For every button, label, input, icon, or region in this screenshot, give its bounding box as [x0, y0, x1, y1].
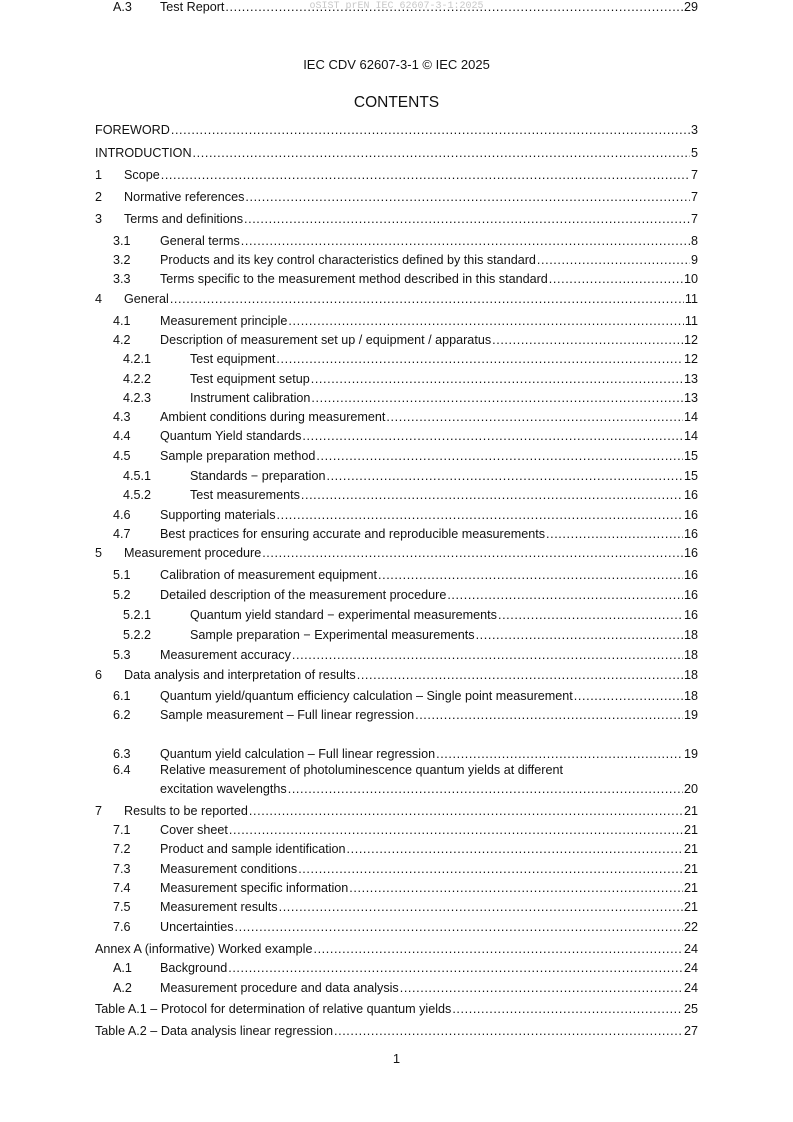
toc-entry-number: 5.3 [113, 648, 131, 662]
toc-entry-page: 21 [683, 823, 698, 837]
toc-entry-number: 5.2 [113, 588, 131, 602]
dot-leader [245, 190, 690, 205]
toc-entry-number: 3.2 [113, 253, 131, 267]
toc-entry[interactable] [95, 881, 698, 896]
toc-entry[interactable] [95, 292, 698, 307]
toc-entry-page: 16 [683, 588, 698, 602]
toc-entry-page: 13 [683, 391, 698, 405]
dot-leader [277, 508, 683, 523]
dot-leader [316, 449, 683, 464]
toc-entry-title: General terms [160, 234, 240, 248]
dot-leader [378, 568, 683, 583]
toc-entry-title: Measurement procedure [124, 546, 262, 560]
toc-entry-page: 18 [683, 628, 698, 642]
toc-entry-number: 7.4 [113, 881, 131, 895]
toc-entry-title: INTRODUCTION [95, 146, 192, 160]
toc-entry-number: 7.3 [113, 862, 131, 876]
dot-leader [229, 823, 683, 838]
toc-entry-title: Calibration of measurement equipment [160, 568, 378, 582]
dot-leader [313, 942, 683, 957]
dot-leader [276, 352, 683, 367]
dot-leader [349, 881, 683, 896]
page-number: 1 [392, 1051, 401, 1066]
toc-entry-number: 4.2.3 [123, 391, 152, 405]
toc-entry-page: 16 [683, 508, 698, 522]
dot-leader [447, 588, 683, 603]
toc-entry-title: Standards − preparation [190, 469, 326, 483]
toc-entry-number: 5.2.2 [123, 628, 152, 642]
toc-entry-number: A.2 [113, 981, 132, 995]
toc-entry[interactable] [95, 804, 698, 819]
toc-entry-page: 13 [683, 372, 698, 386]
dot-leader [574, 689, 683, 704]
dot-leader [311, 372, 683, 387]
toc-entry[interactable] [95, 168, 698, 183]
dot-leader [244, 212, 690, 227]
toc-entry[interactable] [95, 823, 698, 838]
toc-entry-page: 18 [683, 689, 698, 703]
dot-leader [546, 527, 683, 542]
toc-entry-page: 21 [683, 842, 698, 856]
toc-entry-number: 6.3 [113, 747, 131, 761]
toc-entry-title: Data analysis and interpretation of results [124, 668, 356, 682]
toc-entry-title: Supporting materials [160, 508, 276, 522]
toc-entry[interactable] [95, 981, 698, 996]
toc-entry-page: 3 [690, 123, 698, 137]
toc-entry-number: 4 [95, 292, 103, 306]
toc-entry-page: 27 [683, 1024, 698, 1038]
dot-leader [288, 314, 684, 329]
toc-entry-number: 6.4 [113, 763, 131, 777]
toc-entry-title: Product and sample identification [160, 842, 346, 856]
dot-leader [334, 1024, 683, 1039]
toc-entry-number: 6.2 [113, 708, 131, 722]
toc-entry-page: 22 [683, 920, 698, 934]
dot-leader [161, 168, 690, 183]
toc-entry[interactable] [95, 747, 698, 762]
dot-leader [549, 272, 683, 287]
toc-entry-title: Quantum yield calculation – Full linear regression [160, 747, 436, 761]
toc-entry-title: Test Report [160, 0, 225, 14]
toc-entry-page: 11 [684, 314, 698, 328]
toc-entry[interactable] [95, 648, 698, 663]
dot-leader [498, 608, 683, 623]
toc-entry-page: 10 [683, 272, 698, 286]
toc-entry-title: Sample measurement – Full linear regression [160, 708, 415, 722]
toc-entry-number: 6.1 [113, 689, 131, 703]
toc-entry-number: 4.1 [113, 314, 131, 328]
toc-entry-page: 12 [683, 333, 698, 347]
toc-entry-title: Measurement conditions [160, 862, 298, 876]
toc-entry[interactable] [95, 314, 698, 329]
toc-entry[interactable] [95, 961, 698, 976]
toc-entry[interactable] [95, 862, 698, 877]
dot-leader [298, 862, 683, 877]
toc-entry-title: Test equipment setup [190, 372, 310, 386]
toc-entry-title: Measurement accuracy [160, 648, 291, 662]
toc-entry-title: Table A.1 – Protocol for determination of relative quantum yields [95, 1002, 452, 1016]
toc-entry-page: 9 [690, 253, 698, 267]
dot-leader [225, 0, 683, 15]
toc-entry-page: 21 [683, 862, 698, 876]
toc-entry-page: 24 [683, 942, 698, 956]
toc-entry-number: 7.6 [113, 920, 131, 934]
toc-entry-title: Measurement specific information [160, 881, 349, 895]
toc-entry-page: 5 [690, 146, 698, 160]
toc-entry-page: 18 [683, 648, 698, 662]
toc-entry[interactable] [95, 708, 698, 723]
toc-entry-page: 11 [684, 292, 698, 306]
toc-entry[interactable] [95, 842, 698, 857]
toc-entry-title: Sample preparation − Experimental measurements [190, 628, 475, 642]
dot-leader [292, 648, 683, 663]
toc-entry[interactable] [95, 123, 698, 138]
toc-entry-number: 4.5.1 [123, 469, 152, 483]
dot-leader [288, 782, 683, 797]
toc-entry[interactable] [95, 488, 698, 503]
dot-leader [228, 961, 683, 976]
toc-entry-title: Quantum yield/quantum efficiency calculation – Single point measurement [160, 689, 573, 703]
toc-entry-title: Instrument calibration [190, 391, 311, 405]
toc-entry-number: 1 [95, 168, 103, 182]
toc-entry-page: 16 [683, 568, 698, 582]
toc-entry-page: 7 [690, 212, 698, 226]
toc-entry-title: Scope [124, 168, 160, 182]
toc-entry-number: 4.2 [113, 333, 131, 347]
toc-entry-number: 4.7 [113, 527, 131, 541]
dot-leader [301, 488, 683, 503]
toc-entry-title: Quantum yield standard − experimental measurements [190, 608, 497, 622]
dot-leader [302, 429, 683, 444]
dot-leader [436, 747, 683, 762]
toc-entry-title: excitation wavelengths [160, 782, 287, 796]
toc-entry-number: 3 [95, 212, 103, 226]
toc-entry-number: 5 [95, 546, 103, 560]
toc-entry[interactable] [95, 1002, 698, 1017]
toc-entry-title-line1: Relative measurement of photoluminescence quantum yields at different [160, 763, 563, 777]
toc-entry[interactable] [95, 527, 698, 542]
toc-entry-page: 21 [683, 900, 698, 914]
toc-entry-page: 24 [683, 981, 698, 995]
dot-leader [386, 410, 683, 425]
toc-entry-number: 5.1 [113, 568, 131, 582]
toc-entry-title: FOREWORD [95, 123, 170, 137]
toc-entry-page: 15 [683, 469, 698, 483]
toc-entry[interactable] [95, 942, 698, 957]
dot-leader [476, 628, 683, 643]
toc-entry-title: Measurement results [160, 900, 278, 914]
toc-entry-title: Background [160, 961, 228, 975]
toc-entry-number: 4.2.1 [123, 352, 152, 366]
dot-leader [452, 1002, 683, 1017]
toc-entry[interactable] [95, 900, 698, 915]
toc-entry-number: 7.1 [113, 823, 131, 837]
toc-entry[interactable] [95, 234, 698, 249]
toc-entry-page: 8 [690, 234, 698, 248]
toc-entry-title: Normative references [124, 190, 245, 204]
toc-entry-title: Uncertainties [160, 920, 234, 934]
toc-entry-page: 21 [683, 804, 698, 818]
toc-entry[interactable] [95, 190, 698, 205]
toc-entry-page: 19 [683, 708, 698, 722]
toc-entry[interactable] [95, 212, 698, 227]
toc-entry-page: 16 [683, 527, 698, 541]
toc-entry-number: 6 [95, 668, 103, 682]
toc-entry[interactable] [95, 333, 698, 348]
toc-entry[interactable] [95, 410, 698, 425]
toc-entry-number: 2 [95, 190, 103, 204]
dot-leader [492, 333, 683, 348]
toc-entry-page: 14 [683, 410, 698, 424]
toc-entry-number: 4.6 [113, 508, 131, 522]
toc-entry[interactable] [95, 0, 698, 15]
document-header: IEC CDV 62607-3-1 © IEC 2025 [303, 57, 490, 72]
toc-entry-title: Terms and definitions [124, 212, 244, 226]
toc-entry-title: Terms specific to the measurement method described in this standard [160, 272, 548, 286]
toc-entry-title: Cover sheet [160, 823, 228, 837]
toc-entry-number: A.3 [113, 0, 132, 14]
dot-leader [249, 804, 683, 819]
dot-leader [262, 546, 683, 561]
toc-entry[interactable] [95, 588, 698, 603]
toc-entry[interactable] [95, 782, 698, 797]
toc-entry-page: 16 [683, 608, 698, 622]
toc-entry-number: 3.1 [113, 234, 131, 248]
toc-entry-page: 21 [683, 881, 698, 895]
toc-entry-page: 20 [683, 782, 698, 796]
toc-entry[interactable] [95, 568, 698, 583]
toc-entry-number: 3.3 [113, 272, 131, 286]
toc-entry[interactable] [95, 668, 698, 683]
toc-entry-title: Detailed description of the measurement procedure [160, 588, 447, 602]
toc-entry-title: Table A.2 – Data analysis linear regression [95, 1024, 334, 1038]
toc-entry-title: Sample preparation method [160, 449, 316, 463]
dot-leader [537, 253, 690, 268]
dot-leader [170, 292, 684, 307]
dot-leader [326, 469, 683, 484]
toc-entry-number: 4.5 [113, 449, 131, 463]
toc-entry[interactable] [95, 608, 698, 623]
toc-entry-number: 7.2 [113, 842, 131, 856]
toc-entry[interactable] [95, 449, 698, 464]
dot-leader [311, 391, 683, 406]
toc-entry[interactable] [95, 508, 698, 523]
toc-entry-page: 24 [683, 961, 698, 975]
toc-entry-number: 7.5 [113, 900, 131, 914]
dot-leader [241, 234, 690, 249]
toc-entry-page: 7 [690, 190, 698, 204]
toc-entry[interactable] [95, 1024, 698, 1039]
toc-entry-number: 7 [95, 804, 103, 818]
toc-entry[interactable] [95, 146, 698, 161]
toc-entry-title: Description of measurement set up / equipment / apparatus [160, 333, 492, 347]
toc-entry-number: 4.2.2 [123, 372, 152, 386]
toc-entry-page: 25 [683, 1002, 698, 1016]
dot-leader [235, 920, 683, 935]
toc-entry-number: 5.2.1 [123, 608, 152, 622]
toc-entry[interactable] [95, 429, 698, 444]
toc-entry[interactable] [95, 372, 698, 387]
toc-entry[interactable] [95, 352, 698, 367]
dot-leader [279, 900, 683, 915]
dot-leader [400, 981, 683, 996]
toc-entry-number: A.1 [113, 961, 132, 975]
dot-leader [193, 146, 690, 161]
toc-entry-page: 18 [683, 668, 698, 682]
toc-entry-number: 4.4 [113, 429, 131, 443]
toc-entry-title: Annex A (informative) Worked example [95, 942, 313, 956]
toc-entry-title: Ambient conditions during measurement [160, 410, 386, 424]
toc-entry-number: 4.5.2 [123, 488, 152, 502]
dot-leader [357, 668, 683, 683]
toc-entry-title: Measurement principle [160, 314, 288, 328]
toc-entry[interactable] [95, 628, 698, 643]
toc-entry-title: Quantum Yield standards [160, 429, 302, 443]
toc-entry-title: General [124, 292, 169, 306]
toc-entry[interactable] [95, 689, 698, 704]
toc-entry-title: Results to be reported [124, 804, 248, 818]
toc-entry-page: 16 [683, 488, 698, 502]
toc-entry[interactable] [95, 469, 698, 484]
toc-entry[interactable] [95, 920, 698, 935]
toc-entry-page: 12 [683, 352, 698, 366]
toc-entry-page: 29 [683, 0, 698, 14]
toc-entry-first-line [95, 763, 698, 778]
page-title: CONTENTS [353, 94, 440, 111]
toc-entry-title: Best practices for ensuring accurate and reproducible measurements [160, 527, 546, 541]
toc-entry-title: Test equipment [190, 352, 276, 366]
toc-entry[interactable] [95, 546, 698, 561]
toc-entry-page: 16 [683, 546, 698, 560]
toc-entry-title: Measurement procedure and data analysis [160, 981, 399, 995]
dot-leader [347, 842, 683, 857]
toc-entry-page: 14 [683, 429, 698, 443]
dot-leader [171, 123, 690, 138]
toc-entry[interactable] [95, 253, 698, 268]
dot-leader [415, 708, 683, 723]
watermark: oSIST prEN IEC 62607-3-1:2025 [309, 1, 484, 12]
toc-entry-title: Products and its key control characteristics defined by this standard [160, 253, 536, 267]
toc-entry[interactable] [95, 272, 698, 287]
toc-entry[interactable] [95, 391, 698, 406]
toc-entry-number: 4.3 [113, 410, 131, 424]
toc-entry-title: Test measurements [190, 488, 300, 502]
toc-entry-page: 7 [690, 168, 698, 182]
toc-entry-page: 19 [683, 747, 698, 761]
toc-entry-page: 15 [683, 449, 698, 463]
